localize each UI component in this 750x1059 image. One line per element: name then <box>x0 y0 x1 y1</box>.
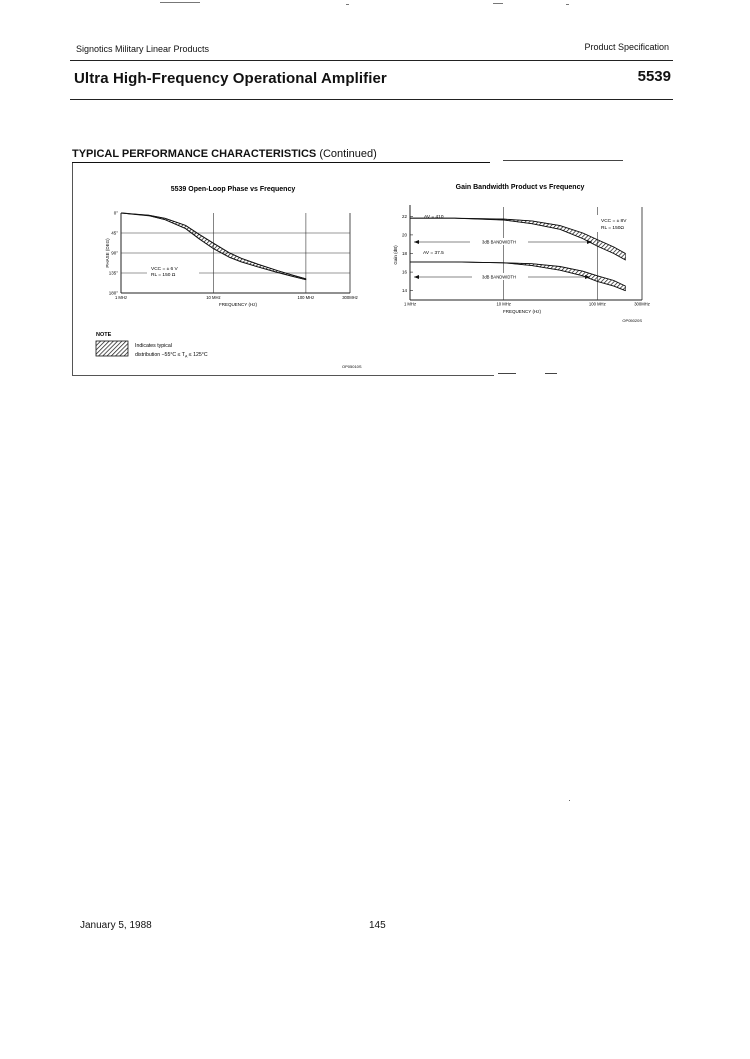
gain-annotation-av-high: AV = 410 <box>424 215 444 220</box>
footer-page-number: 145 <box>369 920 386 931</box>
figure-note <box>96 332 362 369</box>
bandwidth-label-high: 3dB BANDWIDTH <box>482 239 516 245</box>
phase-y-tick-label: 45° <box>111 230 118 236</box>
gain-annotation-av-low: AV = 37.5 <box>423 251 444 256</box>
gain-y-tick-label: 14 <box>401 288 407 294</box>
phase-chart-title: 5539 Open-Loop Phase vs Frequency <box>170 186 296 193</box>
part-number: 5539 <box>637 68 671 85</box>
header-right-text: Product Specification <box>584 42 669 52</box>
phase-annotation-vcc: VCC = ± 6 V <box>151 267 178 272</box>
scan-speck <box>569 800 570 801</box>
phase-grid <box>121 213 350 293</box>
gain-y-tick-label: 16 <box>401 269 407 275</box>
gain-chart-title: Gain Bandwidth Product vs Frequency <box>455 184 585 191</box>
phase-x-tick-label: 10 MHz <box>206 295 221 300</box>
gain-y-tick-label: 20 <box>401 232 407 238</box>
gain-figure-code: OP05020S <box>622 318 642 323</box>
phase-y-tick-label: 0° <box>113 210 118 216</box>
document-title: Ultra High-Frequency Operational Amplifier <box>74 70 387 87</box>
gain-bandwidth-chart <box>393 184 650 323</box>
header-left-text: Signotics Military Linear Products <box>76 44 210 54</box>
phase-y-label: PHASE (DEG) <box>105 238 110 268</box>
arrow-left-icon <box>414 275 419 279</box>
note-line1: Indicates typical <box>135 343 172 349</box>
gain-y-label: Gain (dB) <box>393 245 398 265</box>
gain-y-tick-label: 22 <box>401 213 407 219</box>
phase-x-tick-label: 1 MHz <box>114 295 128 300</box>
phase-chart <box>105 186 358 307</box>
gain-x-tick-label: 1 MHz <box>403 301 417 307</box>
note-line2-main: distribution −55°C ≤ T <box>135 352 185 358</box>
gain-annotation-vcc: VCC = ± 8V <box>601 219 627 224</box>
note-line2-subscript: A <box>184 354 188 359</box>
arrow-left-icon <box>414 240 419 244</box>
phase-x-tick-label: 300MHz <box>342 295 358 300</box>
note-line2-end: ≤ 125°C <box>187 352 208 358</box>
phase-y-tick-label: 180° <box>108 290 118 296</box>
phase-annotation-rl: RL = 150 Ω <box>151 273 176 278</box>
figures <box>0 0 750 400</box>
phase-x-label: FREQUENCY (Hz) <box>219 302 257 307</box>
gain-x-label: FREQUENCY (Hz) <box>503 309 541 314</box>
gain-y-tick-label: 18 <box>401 251 407 256</box>
gain-x-tick-label: 10 MHz <box>496 301 511 307</box>
phase-figure-code: OP05010S <box>342 364 362 369</box>
note-line2 <box>135 352 208 359</box>
gain-x-tick-label: 300MHz <box>634 301 650 307</box>
bandwidth-label-low: 3dB BANDWIDTH <box>482 274 516 280</box>
phase-y-tick-label: 135° <box>108 270 118 276</box>
phase-x-tick-label: 100 MHz <box>297 295 315 300</box>
phase-y-tick-label: 90° <box>111 250 118 256</box>
gain-series-line-0 <box>410 218 626 253</box>
note-hatch-swatch <box>96 341 128 356</box>
section-title-continued: (Continued) <box>319 148 377 160</box>
section-title-main: TYPICAL PERFORMANCE CHARACTERISTICS <box>72 148 317 160</box>
gain-annotation-rl: RL = 150Ω <box>601 226 625 231</box>
gain-x-tick-label: 100 MHz <box>588 301 606 307</box>
note-label: NOTE <box>96 332 112 338</box>
footer-date: January 5, 1988 <box>80 920 152 931</box>
